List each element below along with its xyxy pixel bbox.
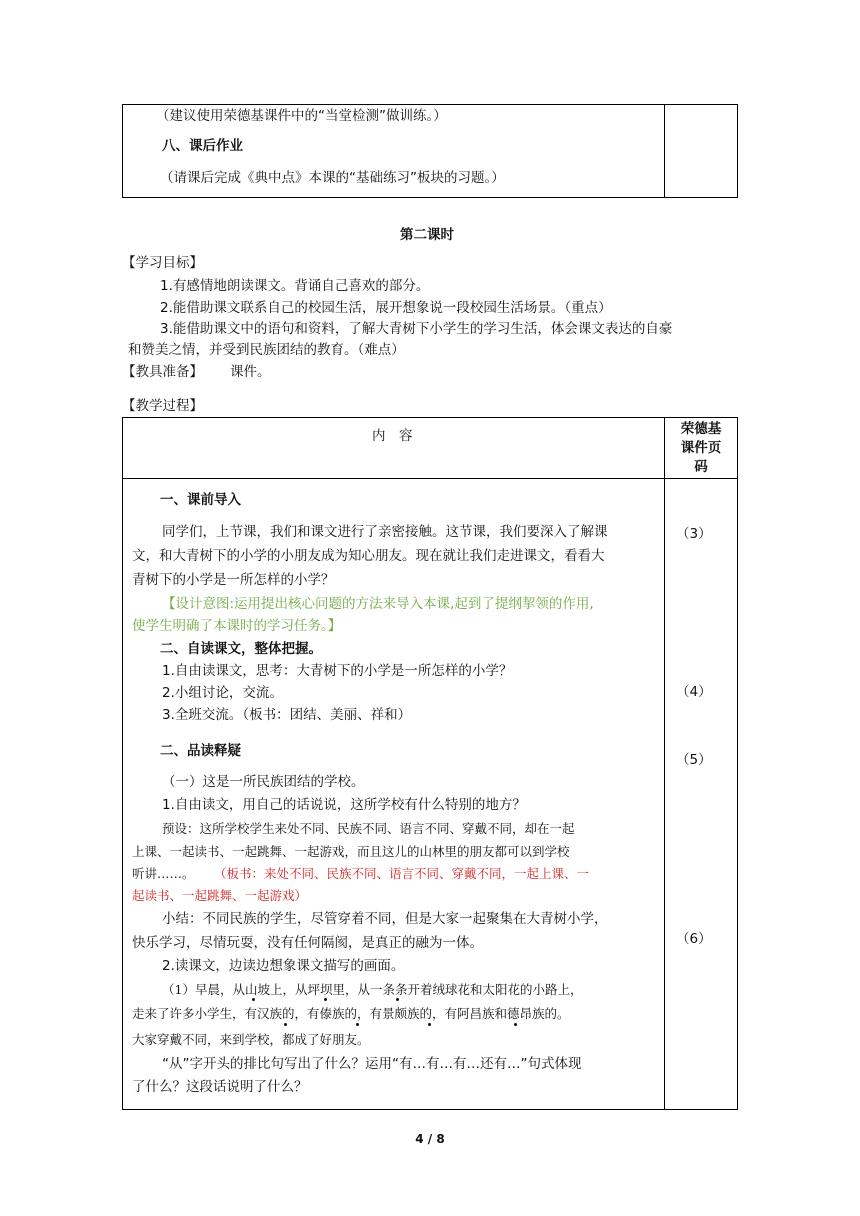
page-number: 4 / 8 [415,1132,445,1146]
sec1-line: 文，和大青树下的小学的小朋友成为知心朋友。现在就让我们走进课文，看看大 [132,548,605,564]
closing-line: 了什么？这段话说明了什么？ [132,1079,308,1095]
preset-line: 预设：这所学校学生来处不同、民族不同、语言不同、穿戴不同，却在一起 [162,821,575,836]
header-page-1: 荣德基 [680,421,722,437]
page-ref: （5） [676,752,712,768]
page-ref: （3） [676,526,712,542]
section-title: 第二课时 [400,227,454,243]
board-note: （板书：来处不同、民族不同、语言不同、穿戴不同，一起上课、一 [214,866,590,881]
summary-line: 快乐学习，尽情玩耍，没有任何隔阂，是真正的融为一体。 [132,935,483,951]
sec1-line: 同学们，上节课，我们和课文进行了亲密接触。这节课，我们要深入了解课 [162,524,608,540]
homework-heading: 八、课后作业 [162,138,243,154]
question-2: 2.读课文，边读边想象课文描写的画面。 [162,958,405,974]
header-page-3: 码 [694,459,708,475]
preset-line: 听讲……。 [132,866,195,881]
quote-line: 大家穿戴不同，来到学校，都成了好朋友。 [132,1032,370,1047]
tools-value: 课件。 [230,364,271,380]
sec2-line: 3.全班交流。（板书：团结、美丽、祥和） [162,707,412,723]
emphasis-dot [284,1023,287,1026]
emphasis-dot [324,998,327,1001]
sec2-title: 二、自读课文，整体把握。 [160,641,322,657]
goal-item: 和赞美之情，并受到民族团结的教育。（难点） [128,342,405,358]
goals-heading: 【学习目标】 [122,255,203,271]
process-heading: 【教学过程】 [122,398,203,414]
header-content: 内 容 [372,428,413,444]
board-note: 起读书、一起跳舞、一起游戏） [132,888,308,903]
sec3-q1: 1.自由读文，用自己的话说说，这所学校有什么特别的地方？ [162,797,526,813]
top-table-divider [664,104,665,198]
sec2-line: 1.自由读课文，思考：大青树下的小学是一所怎样的小学？ [162,663,513,679]
sec2-line: 2.小组讨论，交流。 [162,685,283,701]
emphasis-dot [356,1023,359,1026]
goal-item: 1.有感情地朗读课文。背诵自己喜欢的部分。 [160,278,430,294]
quote-line: （1）早晨，从山坡上，从坪坝里，从一条条开着绒球花和太阳花的小路上， [162,982,583,997]
goal-item: 3.能借助课文中的语句和资料，了解大青树下小学生的学习生活，体会课文表达的自豪 [160,321,673,337]
goal-item: 2.能借助课文联系自己的校园生活，展开想象说一段校园生活场景。（重点） [160,300,612,316]
preset-line: 上课、一起读书、一起跳舞、一起游戏，而且这儿的山林里的朋友都可以到学校 [132,844,570,859]
design-note: 【设计意图:运用提出核心问题的方法来导入本课,起到了提纲挈领的作用, [162,596,594,612]
top-table-line-1: （建议使用荣德基课件中的“当堂检测”做训练。） [156,108,447,124]
sec3-sub: （一）这是一所民族团结的学校。 [162,774,365,790]
tools-heading: 【教具准备】 [122,364,203,380]
sec3-title: 二、品读释疑 [160,743,241,759]
emphasis-dot [396,998,399,1001]
emphasis-dot [514,1023,517,1026]
lesson-table-divider [664,417,665,1110]
design-note: 使学生明确了本课时的学习任务。】 [132,618,342,634]
summary-line: 小结：不同民族的学生，尽管穿着不同，但是大家一起聚集在大青树小学， [162,911,608,927]
sec1-line: 青树下的小学是一所怎样的小学？ [132,572,335,588]
closing-line: “从”字开头的排比句写出了什么？运用“有…有…有…还有…”句式体现 [162,1056,582,1072]
header-page-2: 课件页 [680,440,722,456]
page-ref: （4） [676,684,712,700]
sec1-title: 一、课前导入 [160,492,241,508]
top-table-line-3: （请课后完成《典中点》本课的“基础练习”板块的习题。） [160,170,505,186]
lesson-table-header-rule [122,478,738,479]
emphasis-dot [428,1023,431,1026]
emphasis-dot [252,998,255,1001]
quote-line: 走来了许多小学生，有汉族的，有傣族的，有景颇族的，有阿昌族和德昂族的。 [132,1006,570,1021]
page-ref: （6） [676,931,712,947]
